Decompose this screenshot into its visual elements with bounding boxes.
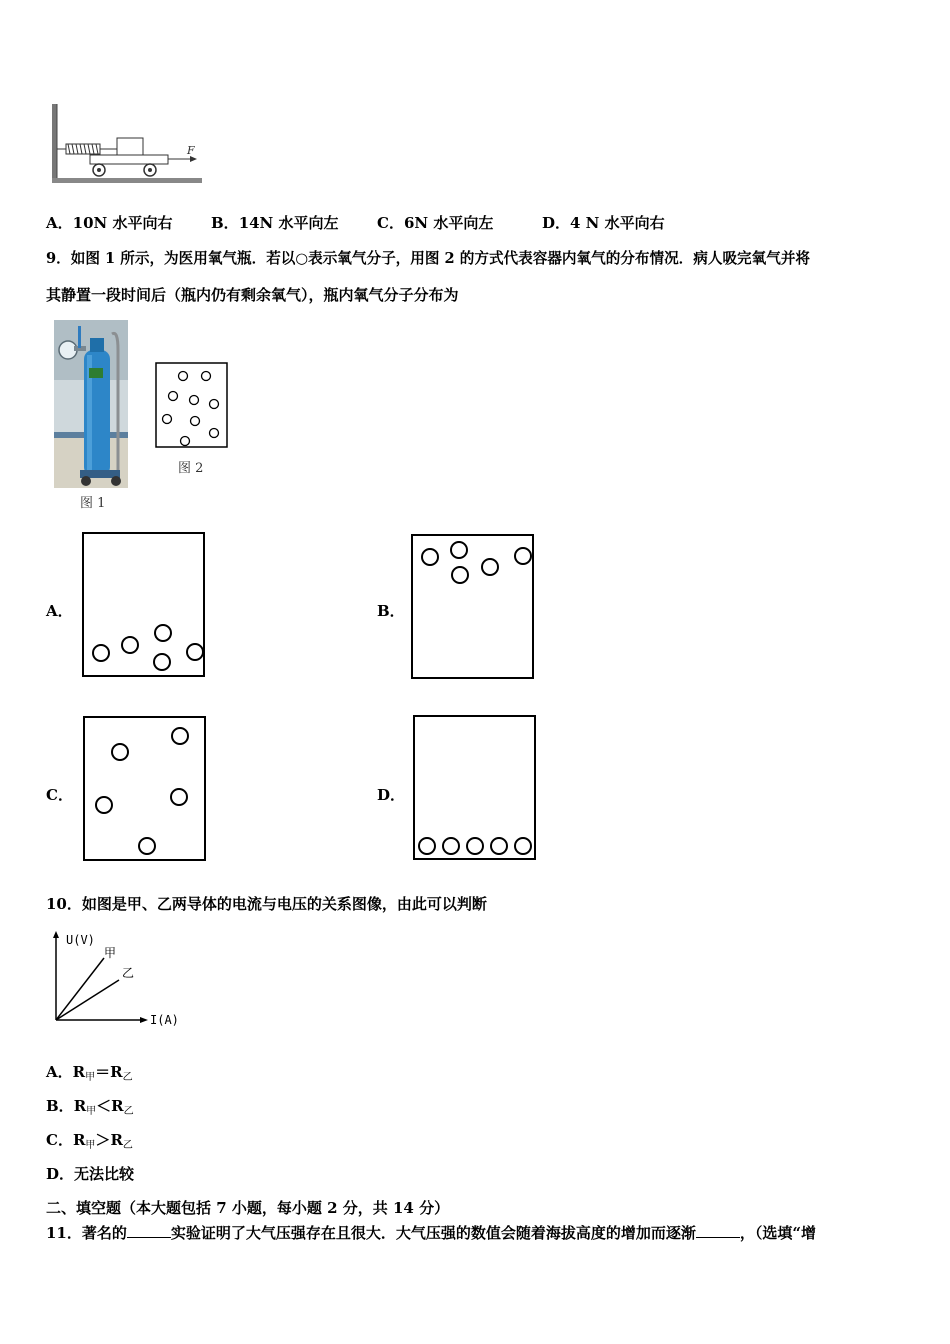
option-letter: C．	[377, 214, 404, 232]
q9-option-c-box[interactable]	[83, 716, 207, 862]
q9-stem-line2: 其静置一段时间后（瓶内仍有剩余氧气），瓶内氧气分子分布为	[46, 286, 459, 304]
q9-option-d-box[interactable]	[413, 715, 537, 861]
q10-option-d[interactable]	[46, 1163, 134, 1184]
q10-option-c[interactable]	[46, 1129, 133, 1150]
q8-option-d[interactable]	[542, 212, 665, 233]
subscript-jia: 甲	[85, 1072, 96, 1083]
subscript-yi: 乙	[123, 1106, 134, 1117]
option-text: 14N 水平向左	[238, 214, 339, 232]
fig1-caption: 图 1	[80, 496, 106, 511]
subscript-yi: 乙	[122, 1140, 133, 1151]
q11-part1: 11．著名的	[46, 1224, 127, 1242]
fig2-caption: 图 2	[178, 461, 204, 476]
spring-cart-figure	[50, 102, 210, 187]
force-label: F	[187, 144, 195, 157]
option-text: 10N 水平向右	[72, 214, 173, 232]
q8-option-a[interactable]	[46, 212, 172, 233]
q10-option-b[interactable]	[46, 1095, 134, 1116]
q9-option-d-label[interactable]: D．	[377, 786, 406, 804]
section2-title: 二、填空题（本大题包括 7 小题，每小题 2 分，共 14 分）	[46, 1199, 450, 1217]
y-axis-label: U(V)	[66, 933, 95, 947]
q11-stem	[46, 1222, 816, 1243]
option-letter: D．	[542, 214, 571, 232]
q9-option-b-box[interactable]	[411, 534, 535, 680]
q10-stem: 10．如图是甲、乙两导体的电流与电压的关系图像，由此可以判断	[46, 895, 487, 913]
q10-option-a[interactable]	[46, 1061, 133, 1082]
fig2-molecule-box	[155, 362, 229, 450]
option-letter: B．	[211, 214, 239, 232]
option-letter: B．	[46, 1097, 74, 1115]
r-symbol: R	[110, 1131, 123, 1149]
q8-option-c[interactable]	[377, 212, 493, 233]
option-letter: C．	[46, 1131, 73, 1149]
line-jia	[56, 958, 104, 1020]
operator: ＝	[95, 1063, 111, 1081]
option-letter: A．	[46, 1063, 73, 1081]
line-yi	[56, 980, 119, 1020]
q9-stem-line1: 9．如图 1 所示，为医用氧气瓶．若以○表示氧气分子，用图 2 的方式代表容器内氧气的分布情况．病人吸完氧气并将	[46, 250, 811, 267]
r-symbol: R	[111, 1097, 124, 1115]
subscript-yi: 乙	[122, 1072, 133, 1083]
subscript-jia: 甲	[85, 1140, 96, 1151]
q9-option-b-label[interactable]: B．	[377, 602, 405, 620]
q9-option-a-box[interactable]	[82, 532, 206, 678]
q9-option-c-label[interactable]: C．	[46, 786, 73, 804]
q8-option-b[interactable]	[211, 212, 339, 233]
r-symbol: R	[110, 1063, 123, 1081]
option-text: 无法比较	[74, 1165, 135, 1183]
r-symbol: R	[72, 1063, 86, 1081]
line-yi-label: 乙	[122, 966, 135, 980]
option-text: 6N 水平向左	[403, 214, 494, 232]
option-letter: D．	[46, 1165, 75, 1183]
ui-graph	[44, 930, 184, 1030]
option-letter: A．	[46, 214, 73, 232]
q9-option-a-label[interactable]: A．	[46, 602, 73, 620]
q11-part3: ，（选填“增	[739, 1224, 817, 1242]
operator: ＜	[96, 1097, 112, 1115]
q11-blank-1[interactable]	[127, 1236, 171, 1238]
x-axis-label: I(A)	[150, 1013, 179, 1027]
q11-blank-2[interactable]	[696, 1236, 740, 1238]
r-symbol: R	[73, 1097, 87, 1115]
operator: ＞	[95, 1131, 111, 1149]
r-symbol: R	[72, 1131, 86, 1149]
oxygen-cylinder-photo	[54, 320, 128, 488]
line-jia-label: 甲	[104, 946, 117, 960]
subscript-jia: 甲	[86, 1106, 97, 1117]
q11-part2: 实验证明了大气压强存在且很大．大气压强的数值会随着海拔高度的增加而逐渐	[170, 1224, 696, 1242]
option-text: 4 N 水平向右	[570, 214, 665, 232]
